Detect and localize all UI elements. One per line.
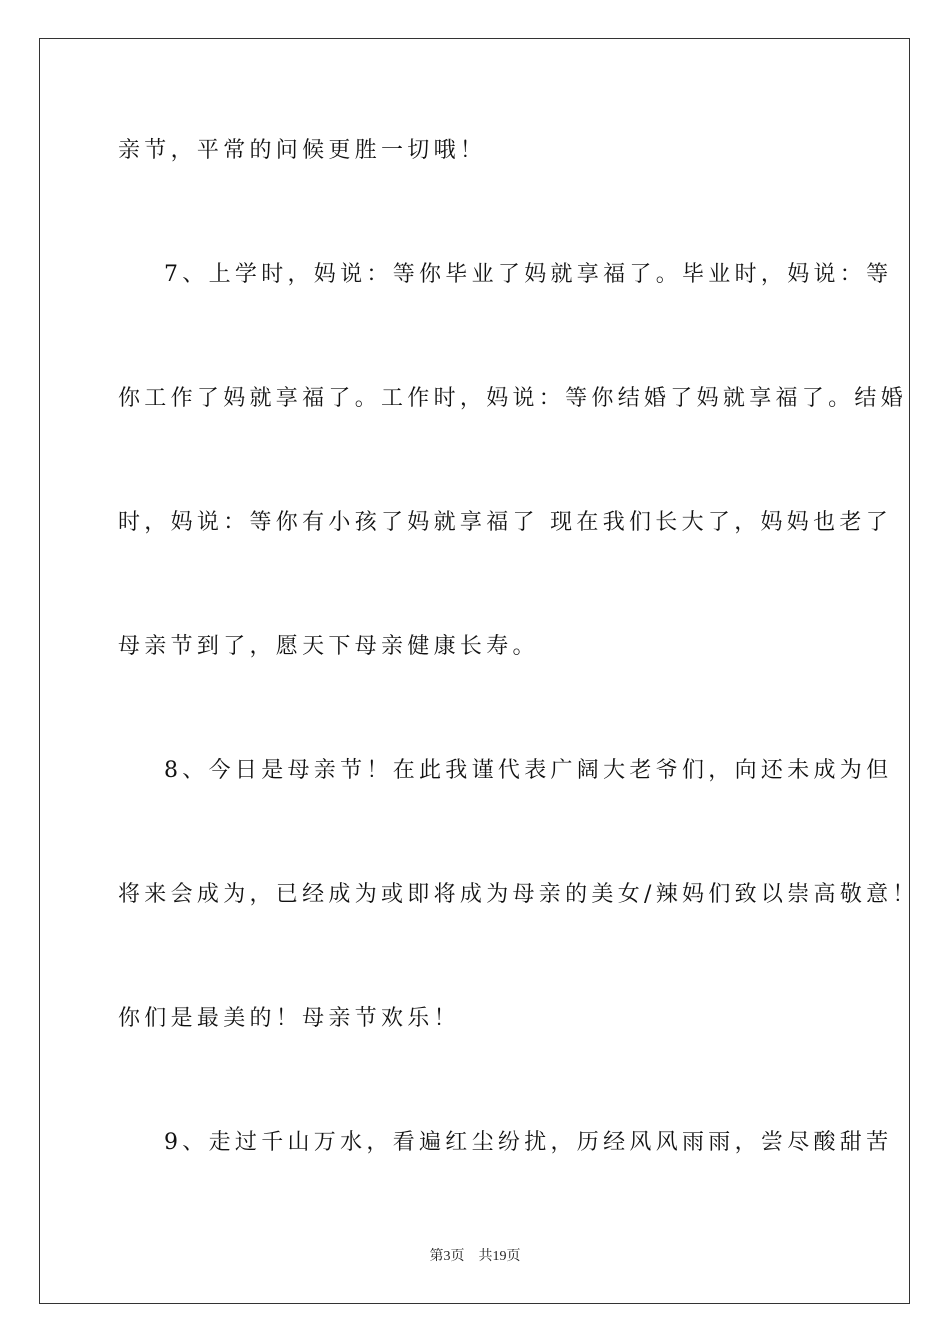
text-line-5: 母亲节到了，愿天下母亲健康长寿。: [118, 634, 539, 659]
text-line-3: 你工作了妈就享福了。工作时，妈说：等你结婚了妈就享福了。结婚: [118, 386, 908, 411]
text-line-6: 8、今日是母亲节！在此我谨代表广阔大老爷们，向还未成为但: [164, 758, 893, 783]
page-number: 第3页: [429, 1249, 465, 1264]
text-line-8: 你们是最美的！母亲节欢乐！: [118, 1006, 460, 1031]
page-footer: [0, 1248, 950, 1266]
text-line-4: 时，妈说：等你有小孩了妈就享福了 现在我们长大了，妈妈也老了: [118, 510, 892, 535]
text-line-2: 7、上学时，妈说：等你毕业了妈就享福了。毕业时，妈说：等: [164, 262, 893, 287]
text-line-1: 亲节，平常的问候更胜一切哦！: [118, 138, 487, 163]
page-total: 共19页: [478, 1249, 521, 1264]
text-line-9: 9、走过千山万水，看遍红尘纷扰，历经风风雨雨，尝尽酸甜苦: [164, 1130, 893, 1155]
text-line-7: 将来会成为，已经成为或即将成为母亲的美女/辣妈们致以崇高敬意！: [118, 882, 919, 907]
page-border: [39, 38, 919, 1304]
